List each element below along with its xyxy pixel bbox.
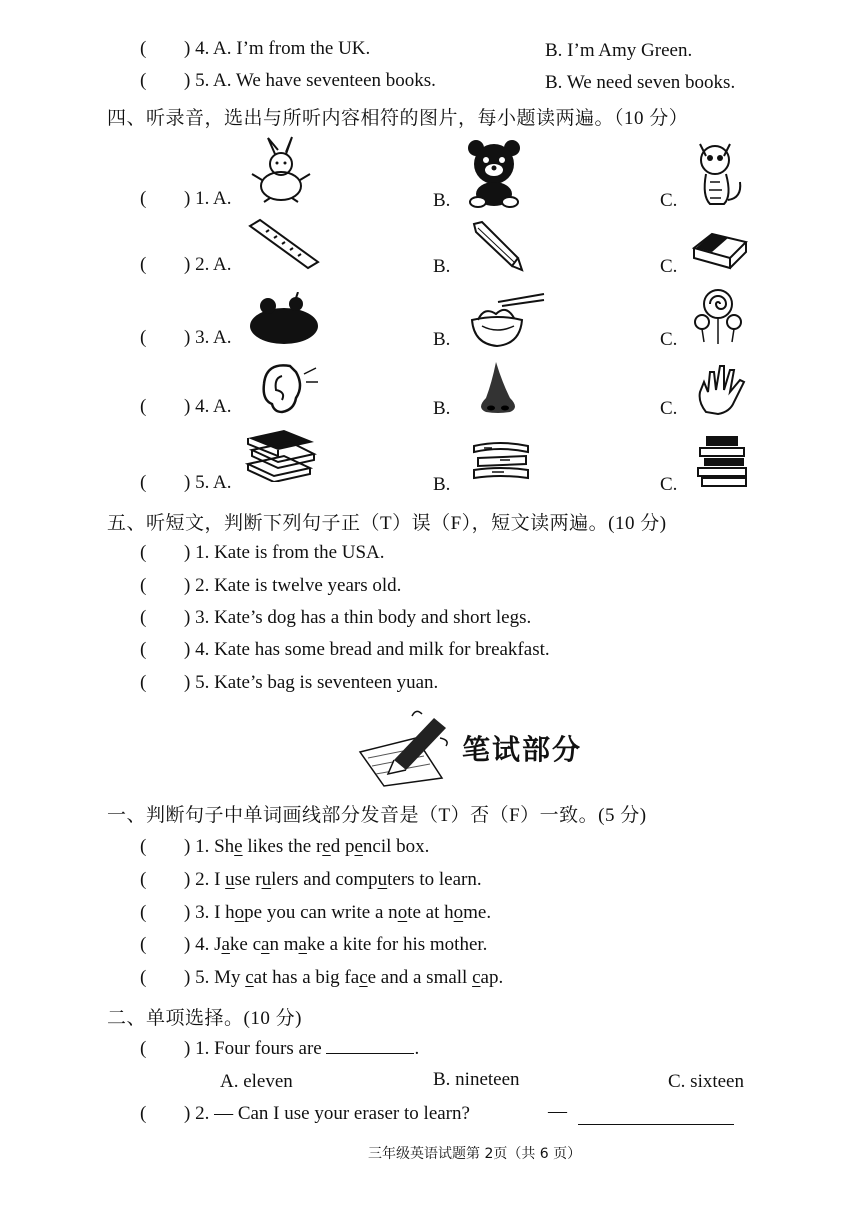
option-c-label: C. <box>660 256 678 277</box>
paren: ( <box>140 575 147 596</box>
question-text: ) 1. Four fours are <box>184 1038 322 1059</box>
section-heading-multiple-choice: 二、单项选择。(10 分) <box>107 1008 302 1029</box>
statement: ) 2. Kate is twelve years old. <box>184 575 402 596</box>
sentence-text: ap. <box>480 967 504 988</box>
sentence <box>184 934 487 956</box>
question-number: ) 1. A. <box>184 188 232 209</box>
option-c-label: C. <box>660 398 678 419</box>
pencil-writing-icon <box>354 708 454 788</box>
books-icon <box>694 432 752 488</box>
underlined-letter: e <box>322 836 331 857</box>
option-b-label: B. <box>433 474 451 495</box>
pencil-icon <box>468 220 524 272</box>
underlined-letter: a <box>261 934 270 955</box>
mc-question-1 <box>184 1038 419 1060</box>
mc-question-2: ) 2. — Can I use your eraser to learn? <box>184 1103 470 1124</box>
underlined-letter: e <box>234 836 243 857</box>
option-b-label: B. <box>433 256 451 277</box>
underlined-letter: a <box>221 934 230 955</box>
sentence-text: ) 5. My <box>184 967 246 988</box>
paren: ( <box>140 672 147 693</box>
question-number: ) 3. A. <box>184 327 232 348</box>
option-b-label: B. <box>433 190 451 211</box>
option-b-label: B. <box>433 398 451 419</box>
answer-blank[interactable] <box>326 1053 414 1054</box>
paren: ( <box>140 70 147 91</box>
paren: ( <box>140 967 147 988</box>
sentence-text: likes the r <box>242 836 323 857</box>
sentence-text: se r <box>234 869 262 890</box>
option-c-label: C. <box>660 190 678 211</box>
sentence-text: ke c <box>229 934 262 955</box>
option-c-label: C. <box>660 329 678 350</box>
sentence-text: lers and comp <box>271 869 378 890</box>
paren: ( <box>140 254 147 275</box>
sentence-text: me. <box>463 902 492 923</box>
sentence <box>184 836 429 858</box>
sentence-text: ) 3. I h <box>184 902 235 923</box>
question-number: ) 4. A. <box>184 396 232 417</box>
rabbit-icon <box>248 136 314 206</box>
fruit-icon <box>246 292 322 346</box>
paren: ( <box>140 902 147 923</box>
sentence <box>184 902 491 924</box>
lollipop-icon <box>692 286 744 346</box>
answer-blank[interactable] <box>578 1106 734 1125</box>
paren: ( <box>140 1038 147 1059</box>
option-c: C. sixteen <box>668 1071 744 1092</box>
option-c-label: C. <box>660 474 678 495</box>
sentence-text: ) 2. I <box>184 869 226 890</box>
hand-icon <box>694 362 750 416</box>
books-icon <box>244 428 318 482</box>
written-part-title: 笔试部分 <box>462 733 583 766</box>
sentence <box>184 967 503 989</box>
section-heading-true-false: 五、听短文，判断下列句子正（T）误（F），短文读两遍。(10 分) <box>107 513 667 534</box>
sentence-text: at has a big fa <box>253 967 360 988</box>
nose-icon <box>474 358 522 416</box>
statement: ) 4. Kate has some bread and milk for breakfast. <box>184 639 550 660</box>
question-number: ) 5. A. <box>184 472 232 493</box>
option-b: B. nineteen <box>433 1069 520 1090</box>
dash: — <box>548 1101 567 1122</box>
paren: ( <box>140 188 147 209</box>
cat-icon <box>690 138 748 208</box>
books-icon <box>470 440 532 484</box>
statement: ) 3. Kate’s dog has a thin body and short legs. <box>184 607 532 628</box>
paren: ( <box>140 639 147 660</box>
option-b: B. We need seven books. <box>545 72 736 93</box>
underlined-letter: c <box>245 967 254 988</box>
sentence-text: n m <box>269 934 299 955</box>
sentence-text: ) 1. Sh <box>184 836 235 857</box>
paren: ( <box>140 934 147 955</box>
paren: ( <box>140 607 147 628</box>
question-text: ) 5. A. We have seventeen books. <box>184 70 436 91</box>
underlined-letter: o <box>397 902 408 923</box>
paren: ( <box>140 836 147 857</box>
underlined-letter: e <box>354 836 363 857</box>
option-b-label: B. <box>433 329 451 350</box>
sentence <box>184 869 482 891</box>
period: . <box>414 1038 420 1059</box>
paren: ( <box>140 542 147 563</box>
underlined-letter: u <box>377 869 388 890</box>
page-footer: 三年级英语试题第 2页（共 6 页） <box>368 1146 582 1162</box>
sentence-text: ters to learn. <box>387 869 482 890</box>
underlined-letter: o <box>453 902 464 923</box>
statement: ) 1. Kate is from the USA. <box>184 542 385 563</box>
question-text: ) 4. A. I’m from the UK. <box>184 38 371 59</box>
sentence-text: ) 4. J <box>184 934 222 955</box>
paren: ( <box>140 1103 147 1124</box>
paren: ( <box>140 38 147 59</box>
option-a: A. eleven <box>220 1071 293 1092</box>
question-number: ) 2. A. <box>184 254 232 275</box>
ruler-icon <box>244 218 322 272</box>
bear-icon <box>464 138 524 208</box>
underlined-letter: a <box>298 934 307 955</box>
sentence-text: ncil box. <box>362 836 430 857</box>
underlined-letter: c <box>359 967 368 988</box>
underlined-letter: o <box>234 902 245 923</box>
section-heading-listening-pictures: 四、听录音，选出与所听内容相符的图片，每小题读两遍。（10 分） <box>107 108 689 129</box>
paren: ( <box>140 327 147 348</box>
underlined-letter: u <box>261 869 272 890</box>
eraser-icon <box>690 228 750 272</box>
sentence-text: te at h <box>407 902 454 923</box>
sentence-text: e and a small <box>367 967 473 988</box>
noodles-icon <box>468 288 548 350</box>
underlined-letter: c <box>472 967 481 988</box>
statement: ) 5. Kate’s bag is seventeen yuan. <box>184 672 439 693</box>
paren: ( <box>140 869 147 890</box>
paren: ( <box>140 472 147 493</box>
sentence-text: ke a kite for his mother. <box>306 934 488 955</box>
ear-icon <box>252 360 320 416</box>
sentence-text: d p <box>330 836 355 857</box>
option-b: B. I’m Amy Green. <box>545 40 693 61</box>
underlined-letter: u <box>225 869 235 890</box>
sentence-text: pe you can write a n <box>244 902 398 923</box>
section-heading-pronunciation: 一、判断句子中单词画线部分发音是（T）否（F）一致。(5 分) <box>107 805 647 826</box>
paren: ( <box>140 396 147 417</box>
